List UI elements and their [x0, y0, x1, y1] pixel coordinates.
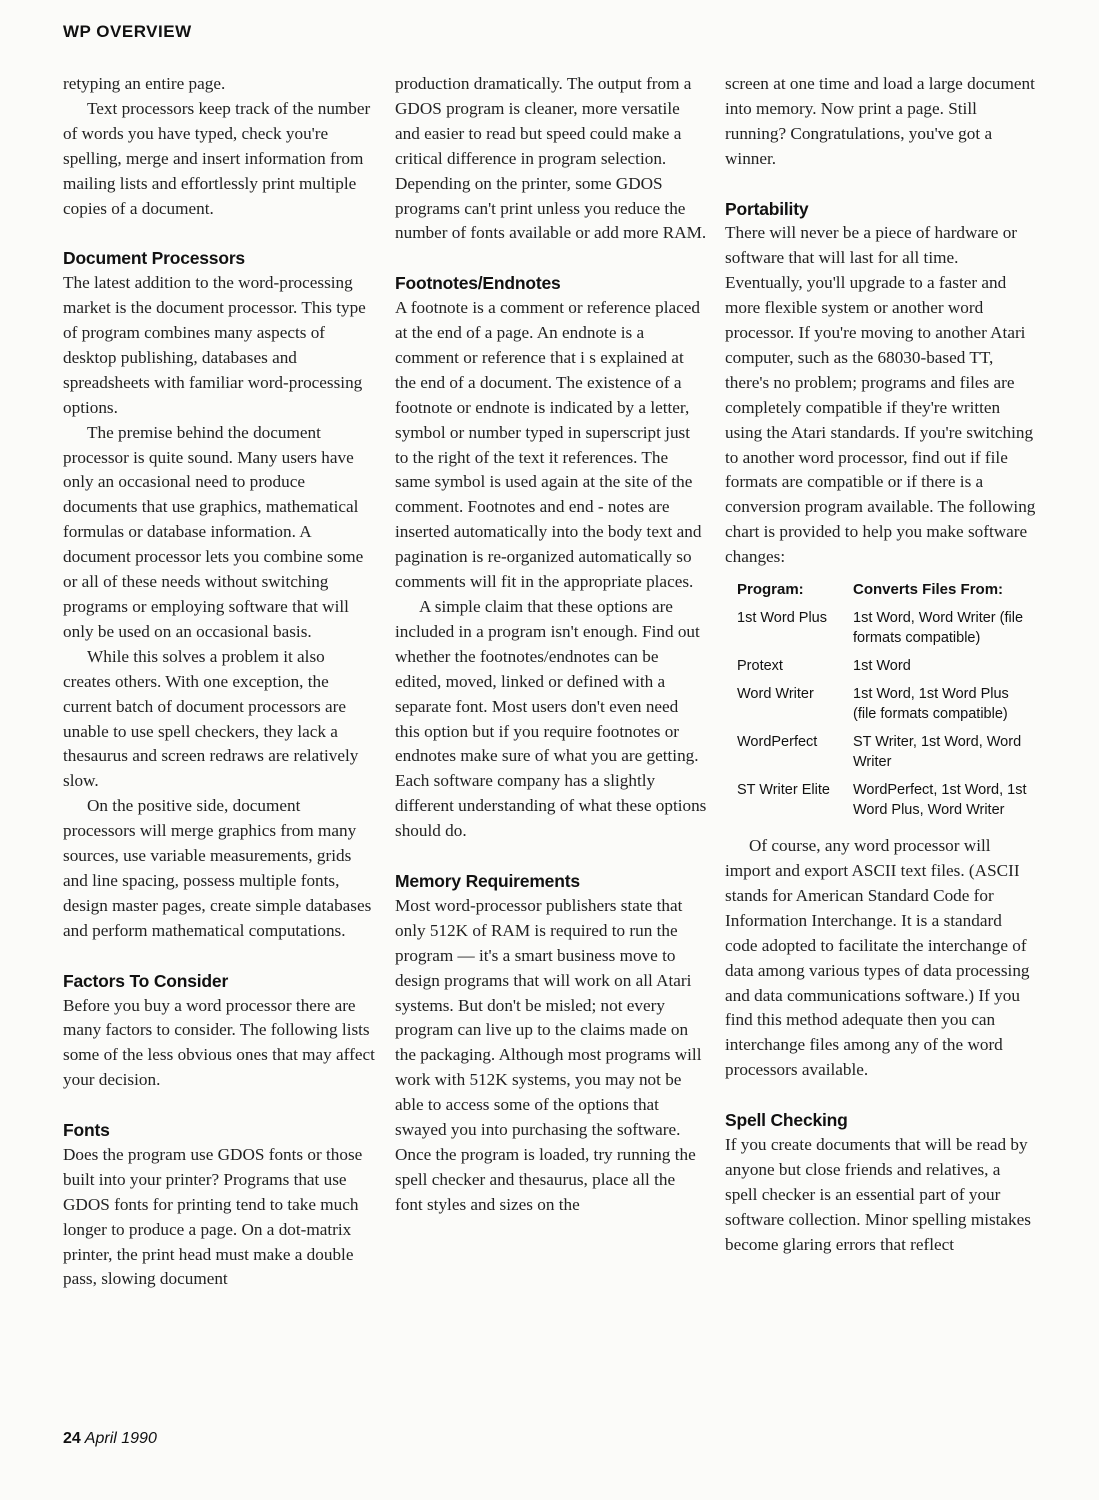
table-row — [725, 608, 1029, 656]
paragraph: The latest addition to the word-processing market is the document processor. This type of program combines many aspects of desktop publishing, databases and spreadsheets with familiar word-processing options. — [63, 273, 366, 417]
table-row — [725, 780, 1029, 828]
table-cell-program: Protext — [737, 658, 783, 675]
table-cell-program: Word Writer — [737, 686, 814, 703]
paragraph: Most word-processor publishers state that only 512K of RAM is required to run the program — it's a smart business move to design programs that will work on all Atari systems. But don't be misled; not every program can live up to the claims made on the packaging. Although most programs will work with 512K systems, you may not be able to access some of the options that swayed you into purchasing the software. Once the program is loaded, try running the spell checker and thesaurus, place all the font styles and sizes on the — [395, 895, 702, 1214]
paragraph: If you create documents that will be read by anyone but close friends and relatives, a spell checker is an essential part of your software collection. Minor spelling mistakes become glaring errors that reflect — [725, 1134, 1031, 1254]
paragraph: production dramatically. The output from a GDOS program is cleaner, more versatile and easier to read but speed could make a critical difference in program selection. Depending on the printer, some GDOS programs can't print unless you reduce the number of fonts available or add more RAM. — [395, 74, 707, 243]
paragraph: Before you buy a word processor there are many factors to consider. The following lists some of the less obvious ones that may affect your decision. — [63, 995, 375, 1090]
section-heading-memory: Memory Requirements — [395, 870, 580, 891]
paragraph: On the positive side, document processors will merge graphics from many sources, use variable measurements, grids and line spacing, possess multiple fonts, design master pages, create simple databases and perform mathematical computations. — [63, 796, 372, 940]
section-heading-fonts: Fonts — [63, 1120, 110, 1141]
paragraph: There will never be a piece of hardware or software that will last for all time. Eventually, you'll upgrade to a faster and more flexible system or another word processor. If you're moving to another Atari computer, such as the 68030-based TT, there's no problem; programs and files are completely compatible if they're written using the Atari standards. If you're switching to another word processor, find out if file formats are compatible or if there is a conversion program available. The following chart is provided to help you make software changes: — [725, 223, 1036, 567]
paragraph: screen at one time and load a large document into memory. Now print a page. Still running? Congratulations, you've got a winner. — [725, 74, 1035, 168]
section-heading-factors: Factors To Consider — [63, 970, 229, 991]
table-cell-converts: WordPerfect, 1st Word, 1st Word Plus, Word Writer — [853, 782, 1027, 819]
table-row — [725, 656, 1029, 684]
paragraph: Text processors keep track of the number of words you have typed, check you're spelling, merge and insert information from mailing lists and effortlessly print multiple copies of a document. — [63, 98, 371, 218]
table-row — [725, 732, 1029, 780]
running-head: WP OVERVIEW — [63, 22, 192, 41]
paragraph: A footnote is a comment or reference placed at the end of a page. An endnote is a comment or reference that i s explained at the end of a document. The existence of a footnote or endnote is indicated by a letter, symbol or number typed in superscript just to the right of the text it references. The same symbol is used again at the site of the comment. Footnotes and end - notes are inserted automatically into the body text and pagination is re-organized automatically so comments will fit in the appropriate places. — [395, 298, 702, 592]
paragraph: retyping an entire page. — [63, 74, 226, 93]
column-3 — [725, 72, 1037, 1258]
table-cell-converts: 1st Word, Word Writer (file formats compatible) — [853, 610, 1024, 647]
section-heading-spell-checking: Spell Checking — [725, 1110, 848, 1131]
conversion-table — [725, 574, 1029, 828]
page-number: 24 — [63, 1430, 81, 1447]
table-cell-program: ST Writer Elite — [737, 782, 830, 799]
paragraph: The premise behind the document processor is quite sound. Many users have only an occasional need to produce documents that use graphics, mathematical formulas or database information. A document processor lets you combine some or all of these needs without switching programs or employing software that will only be used on an occasional basis. — [63, 422, 364, 641]
section-heading-document-processors: Document Processors — [63, 248, 245, 269]
table-cell-program: 1st Word Plus — [737, 610, 827, 627]
column-2 — [395, 72, 707, 1218]
page-footer — [63, 1430, 157, 1448]
table-header-converts: Converts Files From: — [853, 581, 1004, 599]
table-row — [725, 684, 1029, 732]
table-cell-converts: ST Writer, 1st Word, Word Writer — [853, 734, 1022, 771]
section-heading-portability: Portability — [725, 198, 809, 219]
paragraph: Of course, any word processor will import and export ASCII text files. (ASCII stands for American Standard Code for Information Interchange. It is a standard code adopted to facilitate the interchange of data among various types of data processing and data communications software.) If you find this method adequate then you can interchange files among any of the word processors available. — [725, 836, 1030, 1080]
column-1 — [63, 72, 375, 1292]
section-heading-footnotes: Footnotes/Endnotes — [395, 273, 561, 294]
issue-date: April 1990 — [84, 1430, 157, 1447]
table-cell-converts: 1st Word — [853, 658, 911, 675]
table-cell-converts: 1st Word, 1st Word Plus (file formats compatible) — [853, 686, 1009, 723]
paragraph: A simple claim that these options are included in a program isn't enough. Find out whether the footnotes/endnotes can be edited, moved, linked or defined with a separate font. Most users don't even need this option but if you require footnotes or endnotes make sure of what you are getting. Each software company has a slightly different understanding of what these options should do. — [395, 597, 707, 841]
paragraph: While this solves a problem it also creates others. With one exception, the current batch of document processors are unable to use spell checkers, they lack a thesaurus and screen redraws are relatively slow. — [63, 646, 359, 791]
paragraph: Does the program use GDOS fonts or those built into your printer? Programs that use GDOS fonts for printing tend to take much longer to produce a page. On a dot-matrix printer, the print head must make a double pass, slowing document — [63, 1144, 363, 1289]
table-header-program: Program: — [737, 581, 804, 599]
table-header-row — [725, 574, 1029, 608]
table-cell-program: WordPerfect — [737, 734, 818, 751]
